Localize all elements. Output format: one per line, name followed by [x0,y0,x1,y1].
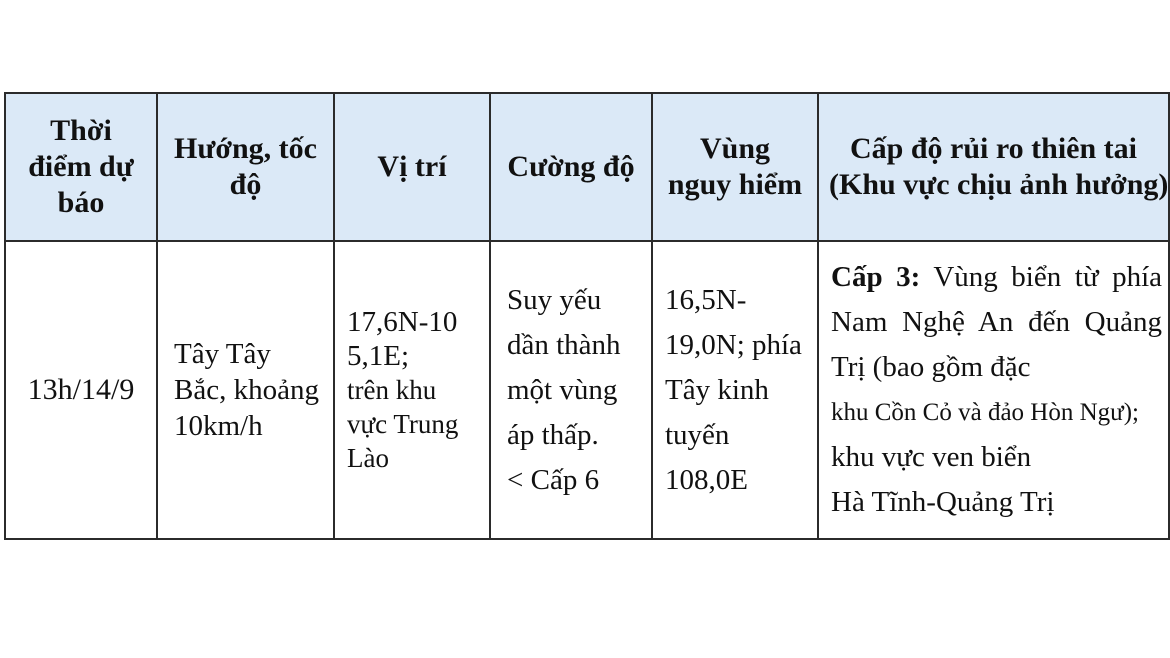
header-risk-title: Cấp độ rủi ro thiên tai [850,132,1137,165]
cell-risk-level [818,241,1169,539]
intensity-text: Suy yếu dần thành một vùng áp thấp. [507,283,621,451]
header-risk-level [818,93,1169,241]
intensity-level: < Cấp 6 [507,463,600,496]
forecast-table [4,92,1170,540]
cell-intensity [490,241,652,539]
header-time: Thời điểm dự báo [5,93,157,241]
header-risk-subtitle: (Khu vực chịu ảnh hưởng) [829,168,1169,201]
cell-time: 13h/14/9 [5,241,157,539]
risk-level-label: Cấp 3: [831,261,921,293]
header-intensity: Cường độ [490,93,652,241]
risk-area-text-3: khu vực ven biển [831,441,1032,473]
table-row [5,241,1169,539]
risk-area-text-2: khu Cồn Cỏ và đảo Hòn Ngư); [831,399,1139,426]
cell-position [334,241,490,539]
risk-area-text-1: Vùng biển từ phía Nam Nghệ An đến Quảng Trị (bao gồm đặc [831,261,1163,383]
risk-area-text-4: Hà Tĩnh-Quảng Trị [831,486,1055,518]
header-direction: Hướng, tốc độ [157,93,334,241]
header-row [5,93,1169,241]
header-danger-zone: Vùng nguy hiểm [652,93,818,241]
position-area: trên khu vực Trung Lào [347,375,459,473]
position-coords: 17,6N-105,1E; [347,306,458,372]
header-position: Vị trí [334,93,490,241]
cell-direction: Tây Tây Bắc, khoảng 10km/h [157,241,334,539]
cell-danger-zone: 16,5N-19,0N; phía Tây kinh tuyến 108,0E [652,241,818,539]
